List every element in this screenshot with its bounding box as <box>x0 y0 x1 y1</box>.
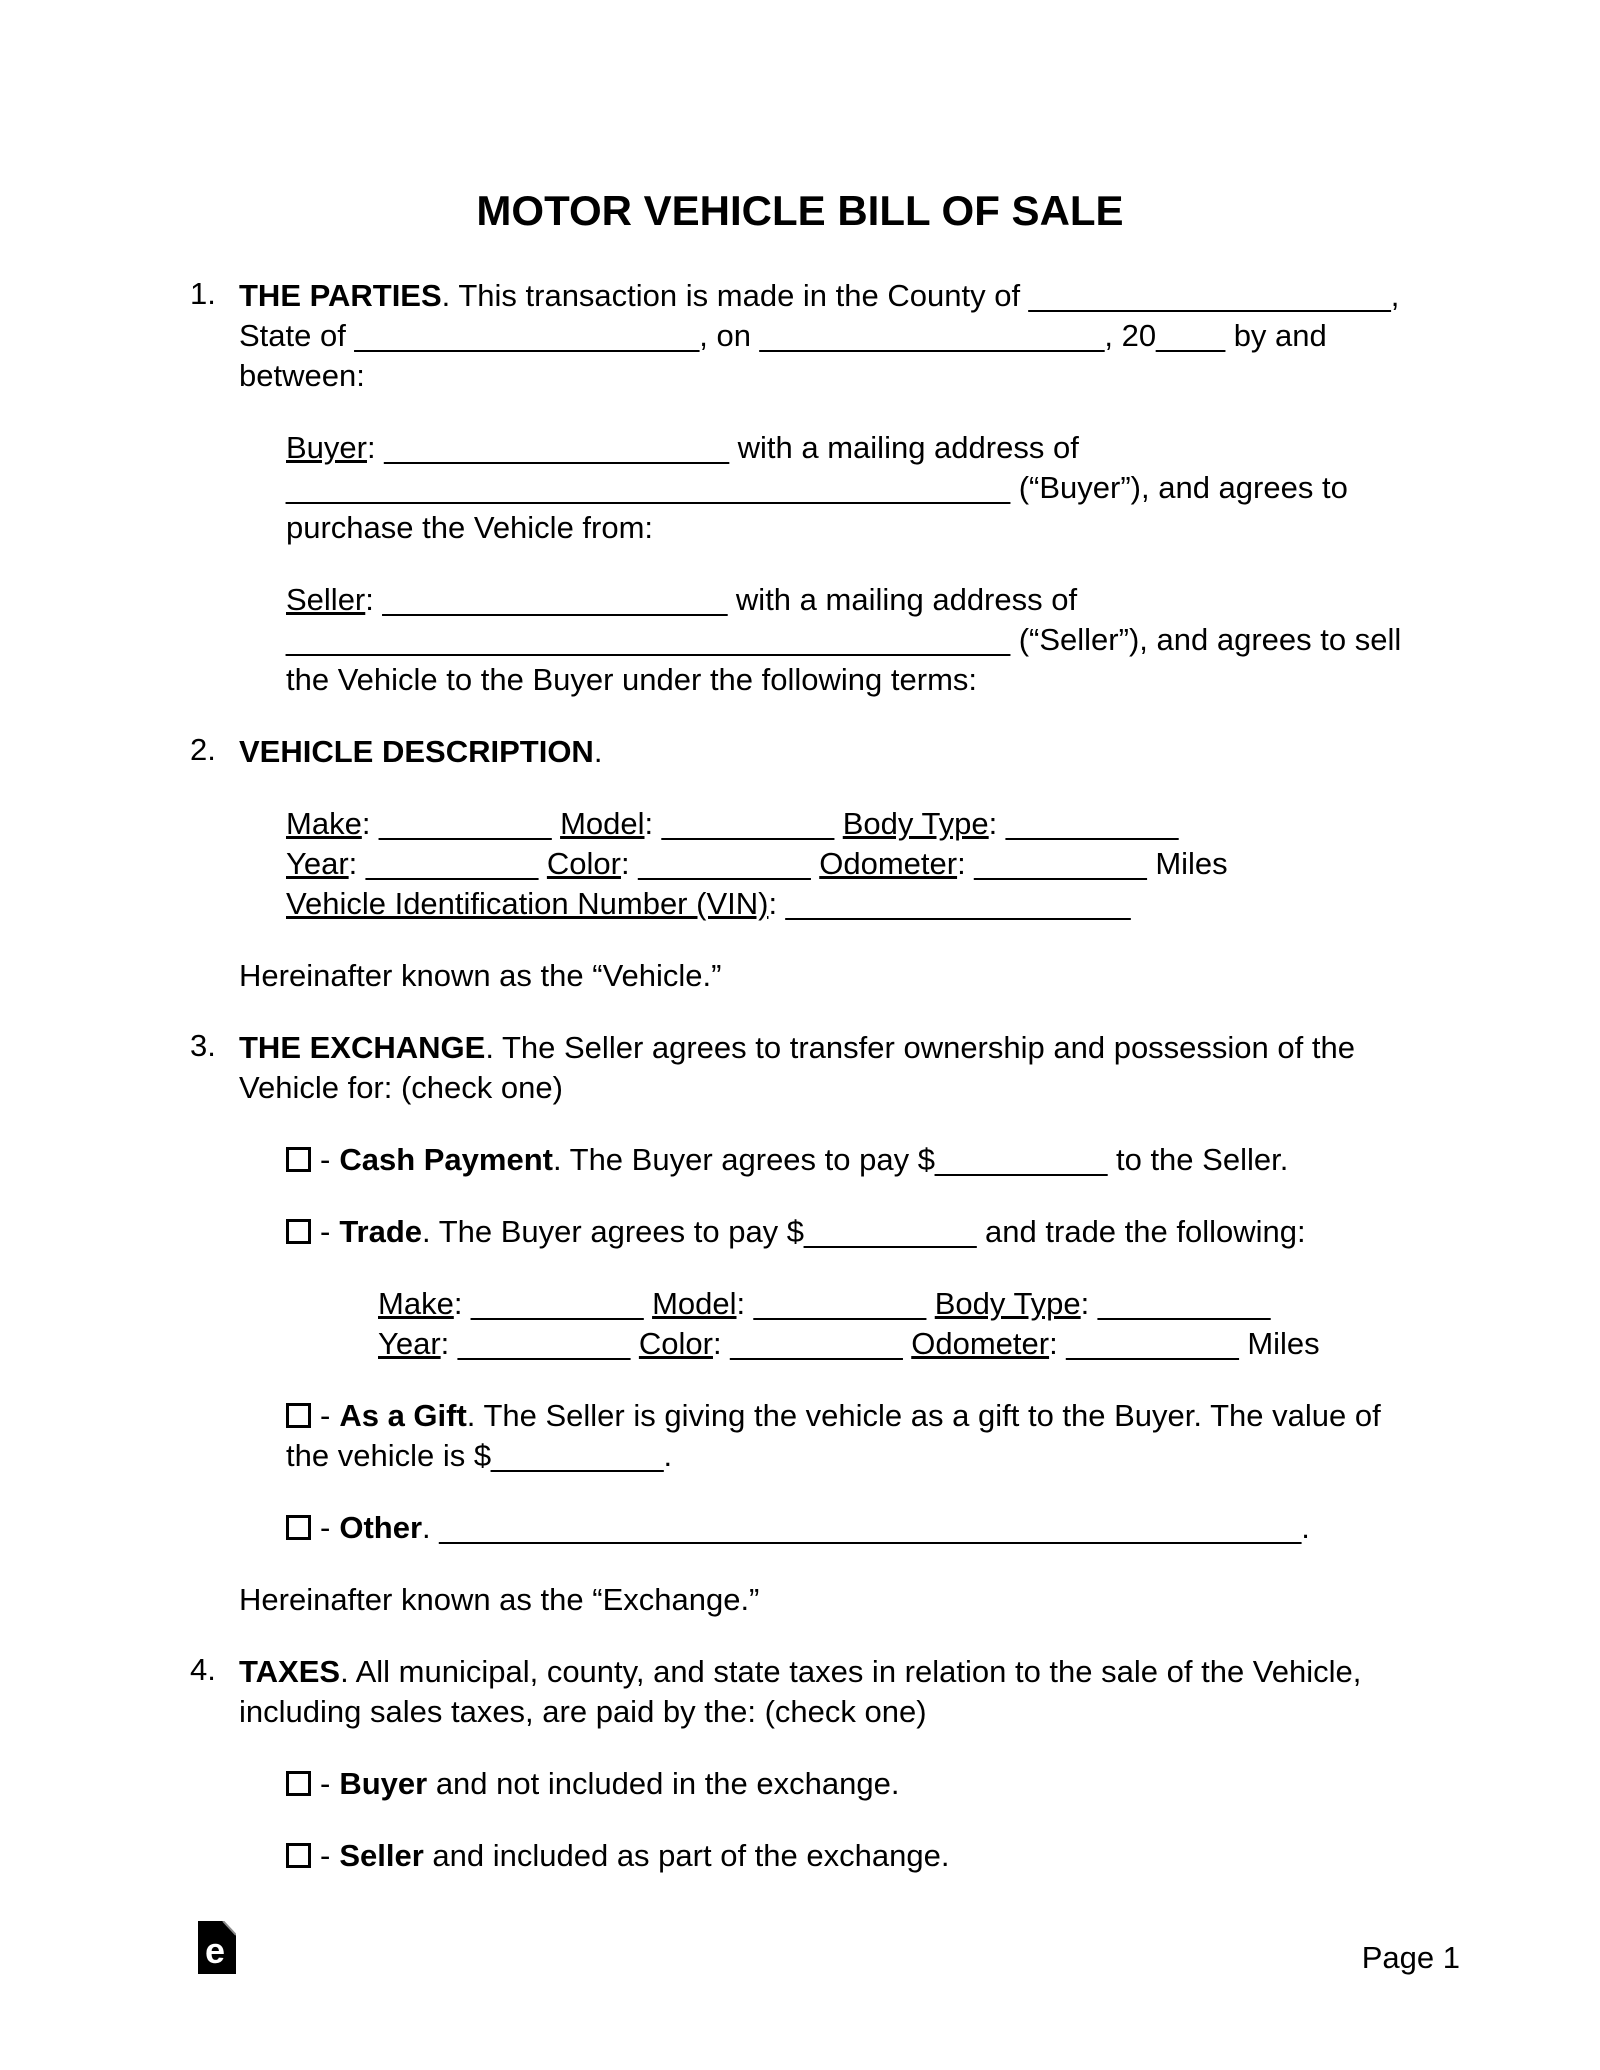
gift-text: . The Seller is giving the vehicle as a gift to the Buyer. The value of <box>466 1398 1381 1433</box>
trade-vehicle-line-2 <box>378 1324 1500 1364</box>
vin-blank: : ____________________ <box>768 886 1131 921</box>
hereinafter-vehicle <box>239 956 1460 996</box>
checkbox-icon[interactable] <box>286 1403 311 1428</box>
buyer-text: : ____________________ with a mailing address of <box>366 430 1079 465</box>
color-label: Color <box>546 846 621 881</box>
checkbox-dash: - <box>320 1398 331 1433</box>
section-heading: THE EXCHANGE <box>239 1030 486 1065</box>
model-label: Model <box>652 1286 737 1321</box>
checkbox-dash: - <box>320 1214 331 1249</box>
trade-vehicle-line-1 <box>378 1284 1500 1324</box>
tax-buyer-label: Buyer <box>339 1766 428 1801</box>
section-exchange <box>190 1028 1460 1108</box>
cash-payment-text: . The Buyer agrees to pay $__________ to the Seller. <box>552 1142 1289 1177</box>
option-tax-seller <box>286 1836 1500 1876</box>
checkbox-dash: - <box>320 1142 331 1177</box>
other-text: . __________________________________________________. <box>422 1510 1310 1545</box>
color-label: Color <box>638 1326 713 1361</box>
tax-buyer-line <box>286 1764 1500 1804</box>
seller-line-2: __________________________________________ (“Seller”), and agrees to sell <box>286 622 1402 657</box>
gift-label: As a Gift <box>339 1398 467 1433</box>
model-blank: : __________ <box>644 806 843 841</box>
model-blank: : __________ <box>736 1286 935 1321</box>
checkbox-icon[interactable] <box>286 1771 311 1796</box>
section-number: 2. <box>190 732 216 767</box>
section-number: 4. <box>190 1652 216 1687</box>
exchange-line-1 <box>239 1028 1460 1068</box>
year-label: Year <box>378 1326 441 1361</box>
year-blank: : __________ <box>348 846 547 881</box>
option-cash-payment <box>286 1140 1500 1180</box>
color-blank: : __________ <box>712 1326 912 1361</box>
body-type-label: Body Type <box>842 806 989 841</box>
odometer-label: Odometer <box>819 846 958 881</box>
gift-line-2: the vehicle is $__________. <box>286 1438 673 1473</box>
cash-payment-line <box>286 1140 1500 1180</box>
exchange-line-2: Vehicle for: (check one) <box>239 1070 563 1105</box>
color-blank: : __________ <box>620 846 820 881</box>
parties-line-2: State of ____________________, on ____________________, 20____ by and <box>239 318 1327 353</box>
buyer-line-3: purchase the Vehicle from: <box>286 510 654 545</box>
parties-text: . This transaction is made in the County of _____________________, <box>441 278 1400 313</box>
taxes-text: . All municipal, county, and state taxes in relation to the sale of the Vehicle, <box>340 1654 1362 1689</box>
checkbox-dash: - <box>320 1766 331 1801</box>
page-number: Page 1 <box>1361 1940 1460 1975</box>
parties-line-1 <box>239 276 1460 316</box>
document-title: MOTOR VEHICLE BILL OF SALE <box>476 187 1124 234</box>
heading-period: . <box>593 734 603 769</box>
buyer-label: Buyer <box>286 430 367 465</box>
vehicle-fields-line-2 <box>286 844 1500 884</box>
tax-seller-text: and included as part of the exchange. <box>423 1838 950 1873</box>
section-parties <box>190 276 1460 396</box>
buyer-paragraph <box>286 428 1500 548</box>
checkbox-icon[interactable] <box>286 1147 311 1172</box>
body-type-blank: : __________ <box>988 806 1179 841</box>
option-gift <box>286 1396 1500 1476</box>
seller-label: Seller <box>286 582 366 617</box>
make-label: Make <box>286 806 362 841</box>
trade-vehicle-fields <box>378 1284 1500 1364</box>
body-type-label: Body Type <box>934 1286 1081 1321</box>
seller-line-3: the Vehicle to the Buyer under the following terms: <box>286 662 978 697</box>
buyer-line-1 <box>286 428 1500 468</box>
vehicle-fields <box>286 804 1500 924</box>
taxes-line-2: including sales taxes, are paid by the: (check one) <box>239 1694 927 1729</box>
seller-line-1 <box>286 580 1500 620</box>
make-blank: : __________ <box>453 1286 653 1321</box>
section-vehicle-description <box>190 732 1460 772</box>
seller-text: : ____________________ with a mailing address of <box>365 582 1078 617</box>
odometer-label: Odometer <box>911 1326 1050 1361</box>
make-label: Make <box>378 1286 454 1321</box>
section-number: 3. <box>190 1028 216 1063</box>
tax-seller-line <box>286 1836 1500 1876</box>
hereinafter-exchange <box>239 1580 1460 1620</box>
buyer-line-2: __________________________________________ (“Buyer”), and agrees to <box>286 470 1348 505</box>
model-label: Model <box>560 806 645 841</box>
cash-payment-label: Cash Payment <box>339 1142 553 1177</box>
checkbox-dash: - <box>320 1838 331 1873</box>
tax-buyer-text: and not included in the exchange. <box>427 1766 900 1801</box>
hereinafter-vehicle-text: Hereinafter known as the “Vehicle.” <box>239 958 722 993</box>
gift-line-1 <box>286 1396 1500 1436</box>
trade-line <box>286 1212 1500 1252</box>
section-taxes <box>190 1652 1460 1732</box>
option-trade <box>286 1212 1500 1252</box>
option-other <box>286 1508 1500 1548</box>
checkbox-icon[interactable] <box>286 1219 311 1244</box>
make-blank: : __________ <box>361 806 561 841</box>
section-number: 1. <box>190 276 216 311</box>
vehicle-fields-line-3 <box>286 884 1500 924</box>
seller-paragraph <box>286 580 1500 700</box>
body-type-blank: : __________ <box>1080 1286 1271 1321</box>
other-line <box>286 1508 1500 1548</box>
section-heading: TAXES <box>239 1654 341 1689</box>
exchange-text: . The Seller agrees to transfer ownership and possession of the <box>485 1030 1355 1065</box>
tax-seller-label: Seller <box>339 1838 424 1873</box>
eforms-logo-icon <box>198 1921 236 1982</box>
section-heading: VEHICLE DESCRIPTION <box>239 734 594 769</box>
trade-text: . The Buyer agrees to pay $__________ and trade the following: <box>422 1214 1306 1249</box>
vehicle-description-heading <box>239 732 1460 772</box>
trade-label: Trade <box>339 1214 423 1249</box>
checkbox-icon[interactable] <box>286 1515 311 1540</box>
odometer-blank: : __________ Miles <box>1049 1326 1320 1361</box>
logo-letter: e <box>205 1930 226 1971</box>
hereinafter-exchange-text: Hereinafter known as the “Exchange.” <box>239 1582 760 1617</box>
section-heading: THE PARTIES <box>239 278 442 313</box>
other-label: Other <box>339 1510 423 1545</box>
year-label: Year <box>286 846 349 881</box>
checkbox-dash: - <box>320 1510 331 1545</box>
checkbox-icon[interactable] <box>286 1843 311 1868</box>
parties-line-3: between: <box>239 358 365 393</box>
odometer-blank: : __________ Miles <box>957 846 1228 881</box>
vin-label: Vehicle Identification Number (VIN) <box>286 886 769 921</box>
year-blank: : __________ <box>440 1326 639 1361</box>
taxes-line-1 <box>239 1652 1460 1692</box>
vehicle-fields-line-1 <box>286 804 1500 844</box>
option-tax-buyer <box>286 1764 1500 1804</box>
